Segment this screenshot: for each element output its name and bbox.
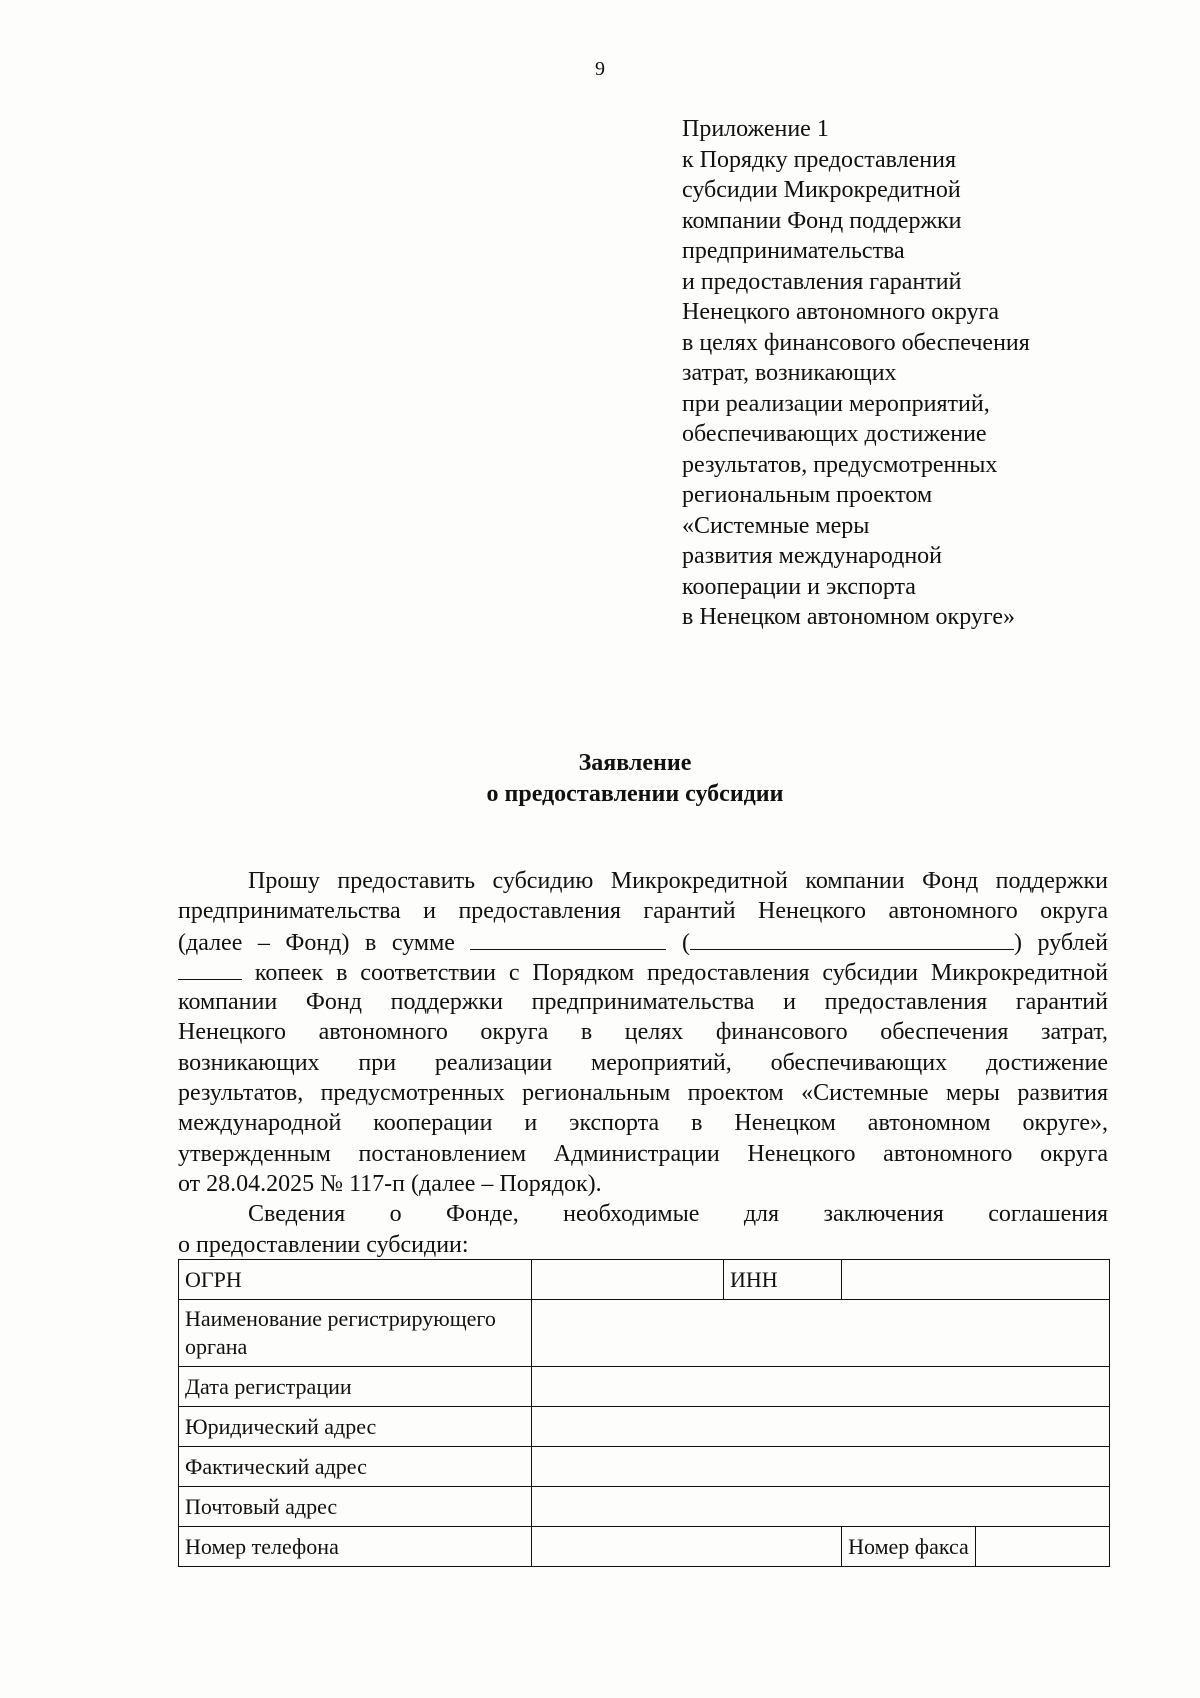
table-row (179, 1367, 1110, 1407)
amount-label: (далее – Фонд) в сумме (178, 929, 455, 956)
page-number: 9 (595, 58, 605, 80)
appendix-line: в целях финансового обеспечения (682, 329, 1030, 356)
rubles-label: ) рублей (1014, 929, 1109, 956)
body-line: предпринимательства и предоставления гарантий Ненецкого автономного округа (178, 898, 1108, 925)
body-line: компании Фонд поддержки предпринимательства и предоставления гарантий (178, 989, 1108, 1016)
body-line: возникающих при реализации мероприятий, обеспечивающих достижение (178, 1049, 1108, 1076)
appendix-line: и предоставления гарантий (682, 268, 962, 295)
appendix-header (682, 114, 1122, 633)
fax-label: Номер факса (842, 1527, 976, 1567)
body-line: результатов, предусмотренных региональным проектом «Системные меры развития (178, 1080, 1108, 1107)
appendix-line: Ненецкого автономного округа (682, 299, 1000, 325)
appendix-line: при реализации мероприятий, (682, 390, 990, 417)
table-row (179, 1407, 1110, 1447)
phone-value[interactable] (531, 1527, 842, 1567)
body-line: утвержденным постановлением Администрации Ненецкого автономного округа (178, 1140, 1108, 1167)
actual-address-value[interactable] (531, 1447, 1109, 1487)
body-line: Ненецкого автономного округа в целях финансового обеспечения затрат, (178, 1019, 1108, 1046)
appendix-line: затрат, возникающих (682, 360, 897, 386)
appendix-line: компании Фонд поддержки (682, 207, 962, 234)
open-paren: ( (682, 929, 691, 956)
reg-date-label: Дата регистрации (179, 1367, 532, 1407)
appendix-line: развития международной (682, 543, 943, 569)
table-row (179, 1300, 1110, 1367)
legal-address-value[interactable] (531, 1407, 1109, 1447)
ogrn-value[interactable] (531, 1260, 723, 1300)
appendix-line: «Системные меры (682, 512, 870, 539)
table-row (179, 1487, 1110, 1527)
appendix-line: в Ненецком автономном округе» (682, 604, 1016, 630)
application-body (178, 866, 1108, 1260)
appendix-line: результатов, предусмотренных (682, 451, 998, 478)
postal-address-label: Почтовый адрес (179, 1487, 532, 1527)
reg-date-value[interactable] (531, 1367, 1109, 1407)
reg-body-label: Наименование регистрирующего органа (179, 1300, 532, 1367)
postal-address-value[interactable] (531, 1487, 1109, 1527)
kopecks-field[interactable] (178, 957, 242, 980)
appendix-line: обеспечивающих достижение (682, 421, 987, 447)
actual-address-label: Фактический адрес (179, 1447, 532, 1487)
fax-value[interactable] (975, 1527, 1109, 1567)
ogrn-label: ОГРН (179, 1260, 532, 1300)
appendix-line: к Порядку предоставления (682, 146, 957, 173)
document-title (0, 748, 1200, 810)
fund-details-table (178, 1259, 1110, 1567)
body-line-kopecks (178, 957, 1108, 987)
body-line-amount (178, 927, 1108, 957)
body-line: международной кооперации и экспорта в Ненецком автономном округе», (178, 1110, 1108, 1137)
body-line: о предоставлении субсидии: (178, 1231, 469, 1258)
kopecks-text: копеек в соответствии с Порядком предоставления субсидии Микрокредитной (254, 959, 1108, 986)
body-line: от 28.04.2025 № 117-п (далее – Порядок). (178, 1170, 602, 1197)
appendix-line: региональным проектом (682, 482, 933, 508)
table-row (179, 1260, 1110, 1300)
appendix-line: кооперации и экспорта (682, 573, 916, 600)
amount-field[interactable] (470, 927, 666, 950)
appendix-line: Приложение 1 (682, 116, 829, 142)
table-row (179, 1527, 1110, 1567)
reg-body-value[interactable] (531, 1300, 1109, 1367)
title-line-2: о предоставлении субсидии (486, 781, 784, 807)
inn-value[interactable] (842, 1260, 1110, 1300)
amount-in-words-field[interactable] (690, 927, 1014, 950)
body-line: Сведения о Фонде, необходимые для заключения соглашения (248, 1201, 1108, 1228)
inn-label: ИНН (723, 1260, 841, 1300)
legal-address-label: Юридический адрес (179, 1407, 532, 1447)
phone-label: Номер телефона (179, 1527, 532, 1567)
appendix-line: субсидии Микрокредитной (682, 177, 961, 203)
appendix-line: предпринимательства (682, 238, 905, 264)
title-line-1: Заявление (578, 750, 692, 776)
body-line: Прошу предоставить субсидию Микрокредитной компании Фонд поддержки (248, 868, 1108, 894)
table-row (179, 1447, 1110, 1487)
